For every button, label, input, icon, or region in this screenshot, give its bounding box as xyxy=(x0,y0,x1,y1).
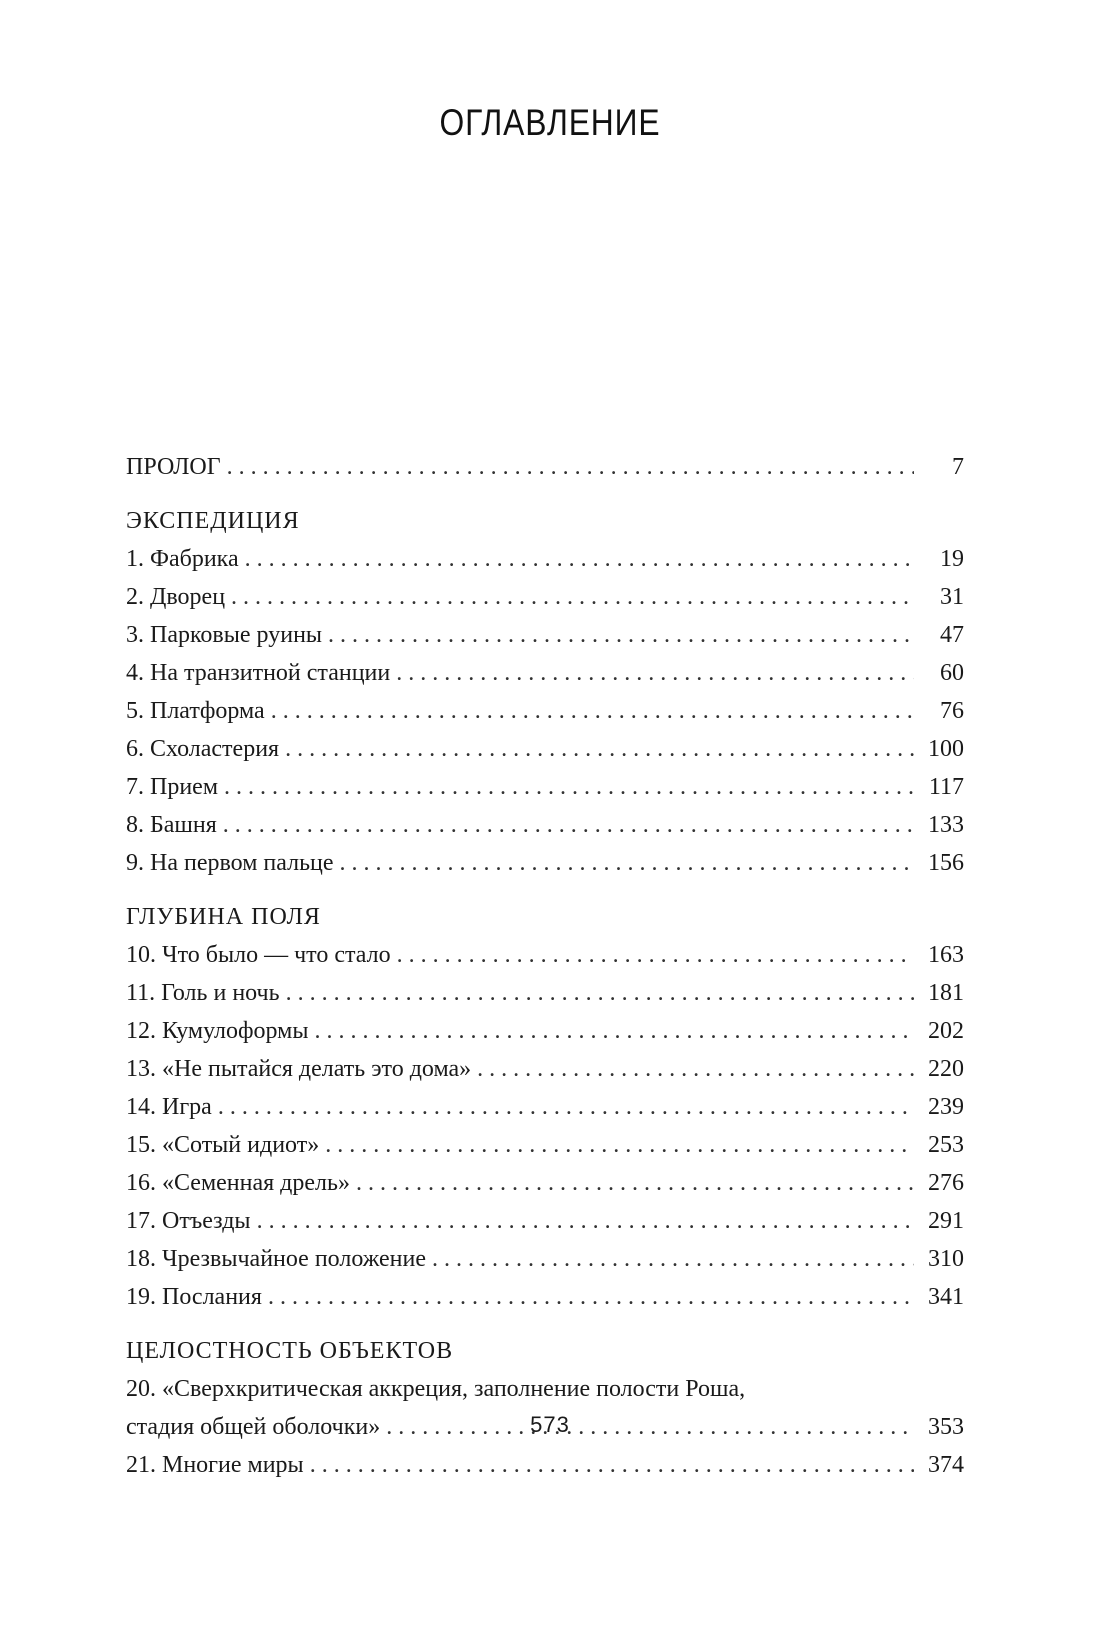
toc-entry-page: 156 xyxy=(928,850,964,876)
dot-leader xyxy=(223,806,914,844)
page-number: 573 xyxy=(530,1412,570,1437)
toc-entry-page: 60 xyxy=(940,660,964,686)
toc-entry xyxy=(126,768,964,806)
toc-entry-label: 1. Фабрика xyxy=(126,546,239,572)
dot-leader xyxy=(245,540,914,578)
toc-entry-label: стадия общей оболочки» xyxy=(126,1414,381,1440)
toc-entry-page: 239 xyxy=(928,1094,964,1120)
toc-entry-page: 202 xyxy=(928,1018,964,1044)
dot-leader xyxy=(328,616,914,654)
section-heading-expedition: ЭКСПЕДИЦИЯ xyxy=(126,508,300,534)
toc-entry-page: 310 xyxy=(928,1246,964,1272)
toc-entry-label: 7. Прием xyxy=(126,774,219,800)
toc-entry xyxy=(126,974,964,1012)
toc-entry-page: 7 xyxy=(952,454,964,480)
toc-entry-label: 15. «Сотый идиот» xyxy=(126,1132,320,1158)
toc-entry-page: 31 xyxy=(940,584,964,610)
dot-leader xyxy=(285,730,914,768)
toc-entry xyxy=(126,806,964,844)
toc-entry-label: 5. Платформа xyxy=(126,698,265,724)
dot-leader xyxy=(397,936,914,974)
section-heading-object-integrity: ЦЕЛОСТНОСТЬ ОБЪЕКТОВ xyxy=(126,1338,454,1364)
toc-entry xyxy=(126,1126,964,1164)
dot-leader xyxy=(218,1088,914,1126)
toc-entry-label: 8. Башня xyxy=(126,812,217,838)
dot-leader xyxy=(432,1240,914,1278)
toc-entry-page: 220 xyxy=(928,1056,964,1082)
toc-entry-label: ПРОЛОГ xyxy=(126,454,221,480)
toc-entry xyxy=(126,654,964,692)
toc-entry xyxy=(126,540,964,578)
toc-entry-label: 16. «Семенная дрель» xyxy=(126,1170,350,1196)
toc-entry-page: 76 xyxy=(940,698,964,724)
toc-entry xyxy=(126,1012,964,1050)
toc-entry-page: 133 xyxy=(928,812,964,838)
toc-entry-label: 11. Голь и ночь xyxy=(126,980,280,1006)
toc-entry-page: 341 xyxy=(928,1284,964,1310)
toc-entry-label: 6. Схоластерия xyxy=(126,736,280,762)
toc-entry-page: 253 xyxy=(928,1132,964,1158)
toc-entry-page: 117 xyxy=(928,774,964,800)
dot-leader xyxy=(231,578,914,616)
toc-entry-page: 374 xyxy=(928,1452,964,1478)
toc-entry xyxy=(126,1278,964,1316)
toc-entry-label: 12. Кумулоформы xyxy=(126,1018,309,1044)
dot-leader xyxy=(340,844,914,882)
toc-entry xyxy=(126,844,964,882)
toc-entry-label: 10. Что было — что стало xyxy=(126,942,391,968)
toc-entry xyxy=(126,1164,964,1202)
page-heading: ОГЛАВЛЕНИЕ xyxy=(439,102,661,143)
toc-entry-page: 181 xyxy=(928,980,964,1006)
dot-leader xyxy=(224,768,914,806)
toc-entry xyxy=(126,692,964,730)
table-of-contents xyxy=(126,448,964,1484)
toc-entry xyxy=(126,936,964,974)
toc-entry xyxy=(126,578,964,616)
toc-entry-label: 13. «Не пытайся делать это дома» xyxy=(126,1056,472,1082)
toc-entry xyxy=(126,1446,964,1484)
toc-entry-page: 47 xyxy=(940,622,964,648)
toc-entry-label: 18. Чрезвычайное положение xyxy=(126,1246,426,1272)
toc-entry-label: 17. Отъезды xyxy=(126,1208,251,1234)
toc-entry xyxy=(126,1050,964,1088)
toc-entry-page: 19 xyxy=(940,546,964,572)
dot-leader xyxy=(271,692,914,730)
toc-entry-label: 2. Дворец xyxy=(126,584,226,610)
toc-entry-page: 353 xyxy=(928,1414,964,1440)
toc-entry-label: 19. Послания xyxy=(126,1284,262,1310)
dot-leader xyxy=(286,974,914,1012)
dot-leader xyxy=(227,448,914,486)
dot-leader xyxy=(268,1278,914,1316)
dot-leader xyxy=(477,1050,914,1088)
section-heading-depth-of-field: ГЛУБИНА ПОЛЯ xyxy=(126,904,321,930)
dot-leader xyxy=(356,1164,914,1202)
toc-entry-label: 9. На первом пальце xyxy=(126,850,334,876)
toc-entry xyxy=(126,1088,964,1126)
toc-entry-page: 276 xyxy=(928,1170,964,1196)
toc-entry-label: 3. Парковые руины xyxy=(126,622,323,648)
toc-entry xyxy=(126,616,964,654)
toc-entry-label: 14. Игра xyxy=(126,1094,212,1120)
toc-entry-label: 21. Многие миры xyxy=(126,1452,304,1478)
toc-entry-prologue xyxy=(126,448,964,486)
dot-leader xyxy=(310,1446,914,1484)
toc-entry-label-line1: 20. «Сверхкритическая аккреция, заполнение полости Роша, xyxy=(126,1376,746,1402)
toc-entry xyxy=(126,730,964,768)
toc-entry-page: 100 xyxy=(928,736,964,762)
toc-entry-label: 4. На транзитной станции xyxy=(126,660,391,686)
toc-entry xyxy=(126,1240,964,1278)
dot-leader xyxy=(325,1126,914,1164)
dot-leader xyxy=(257,1202,914,1240)
toc-entry-page: 163 xyxy=(928,942,964,968)
dot-leader xyxy=(315,1012,915,1050)
dot-leader xyxy=(396,654,914,692)
toc-entry xyxy=(126,1202,964,1240)
toc-entry-page: 291 xyxy=(928,1208,964,1234)
